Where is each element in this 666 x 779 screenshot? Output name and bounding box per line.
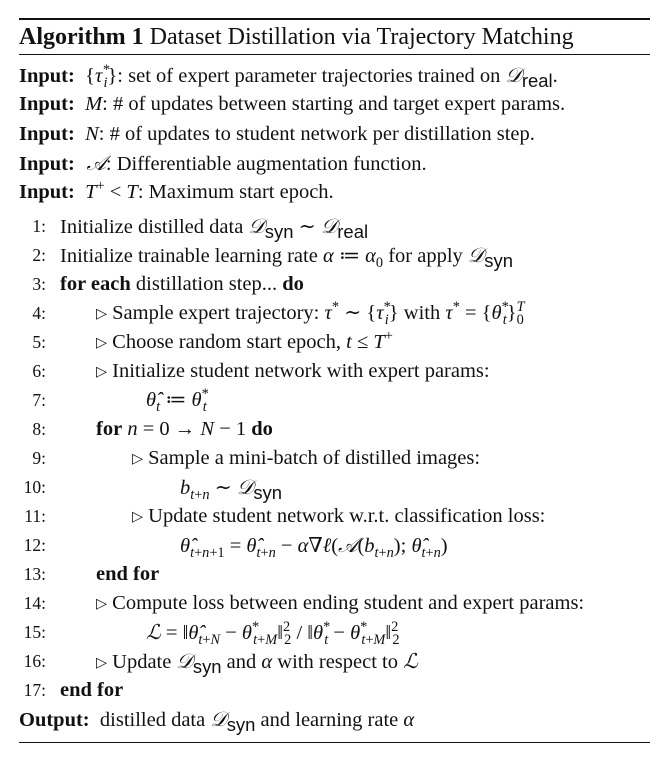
step-number: 6: [32, 361, 46, 381]
input-label: Input: [19, 181, 75, 203]
input-text: : set of expert parameter trajectories trained on 𝒟$_{real}$. [117, 63, 558, 92]
bottom-rule [19, 742, 650, 743]
input-math: $\{\tau^*_i\}$ [79, 62, 118, 92]
input-label: Input: [19, 65, 75, 87]
step-number: 1: [32, 216, 46, 236]
output-label: Output: [19, 709, 90, 731]
input-label: Input: [19, 153, 75, 175]
step-text: $\thetâ_{t+n+1}$ = $\thetâ_{t+n}$ − $\alpha\nabla\ell(𝒜(b_{t+n})$; $\thetâ_{t+n}$) [180, 533, 448, 562]
input-label: Input: [19, 93, 75, 115]
input-line-3 [19, 120, 535, 149]
step-number: 14: [23, 593, 46, 613]
step-number: 7: [32, 390, 46, 410]
step-number: 10: [23, 477, 46, 497]
output-line [19, 705, 414, 734]
step-text: ▷ Compute loss between ending student and expert params: [96, 592, 585, 614]
step-text: ▷ Update 𝒟$_{syn}$ and α with respect to ℒ [96, 649, 418, 678]
input-math: T+ < T [85, 178, 138, 203]
step-text: $\thetâ_t$ ≔ $\theta^*_t$ [146, 386, 209, 416]
step-number: 11: [24, 506, 46, 526]
step-text: Initialize trainable learning rate α ≔ $\alpha_0$ for apply 𝒟$_{syn}$ [60, 243, 513, 272]
input-text: : # of updates between starting and target expert params. [102, 93, 566, 115]
input-text: : Maximum start epoch. [137, 181, 334, 203]
step-number: 12: [23, 535, 46, 555]
step-text: ▷ Update student network w.r.t. classification loss: [132, 505, 546, 527]
input-line-1 [19, 61, 558, 90]
output-text: distilled data 𝒟$_{syn}$ and learning rate α [94, 707, 415, 736]
input-line-4 [19, 149, 427, 178]
step-text: end for [96, 563, 160, 585]
input-math: M [85, 93, 103, 115]
input-text: : Differentiable augmentation function. [105, 153, 427, 175]
step-text: Initialize distilled data 𝒟$_{syn}$ ∼ 𝒟$_{real}$ [60, 214, 369, 243]
step-text: ▷ Choose random start epoch, t ≤ T+ [96, 328, 393, 353]
step-number: 16: [23, 651, 46, 671]
step-number: 4: [32, 303, 46, 323]
algorithm-label: Algorithm 1 [19, 24, 144, 50]
step-text: end for [60, 679, 124, 701]
step-number: 13: [23, 564, 46, 584]
step-number: 8: [32, 419, 46, 439]
input-text: : # of updates to student network per distillation step. [98, 123, 535, 145]
step-number: 17: [23, 680, 46, 700]
algorithm-title: Dataset Distillation via Trajectory Matching [149, 24, 574, 50]
step-number: 5: [32, 332, 46, 352]
step-text: ▷ Sample expert trajectory: τ* ∼ $\{\tau^*_i\}$ with $\tau^* = \{\theta^*_t\}^T_0$ [96, 299, 525, 329]
input-line-5 [19, 178, 334, 207]
input-math: 𝒜 [79, 151, 106, 175]
input-line-2 [19, 90, 565, 119]
step-number: 15: [23, 622, 46, 642]
step-text: ▷ Initialize student network with expert params: [96, 360, 490, 382]
input-label: Input: [19, 123, 75, 145]
step-text: ℒ = $‖\thetâ_{t+N}$ − $\theta^*_{t+M}‖^2_2$ / $‖\theta^*_t$ − $\theta^*_{t+M}‖^2_2$ [146, 619, 400, 649]
step-text: for each distillation step... do [60, 273, 304, 295]
step-text: for n = 0 → N − 1 do [96, 418, 273, 440]
top-rule [19, 18, 650, 20]
caption-rule [19, 54, 650, 55]
step-text: ▷ Sample a mini-batch of distilled images: [132, 447, 481, 469]
input-math: N [85, 123, 99, 145]
step-number: 2: [32, 245, 46, 265]
step-number: 3: [32, 274, 46, 294]
step-text: $b_{t+n}$ ∼ 𝒟$_{syn}$ [180, 475, 283, 504]
step-number: 9: [32, 448, 46, 468]
algorithm-caption [19, 22, 574, 52]
